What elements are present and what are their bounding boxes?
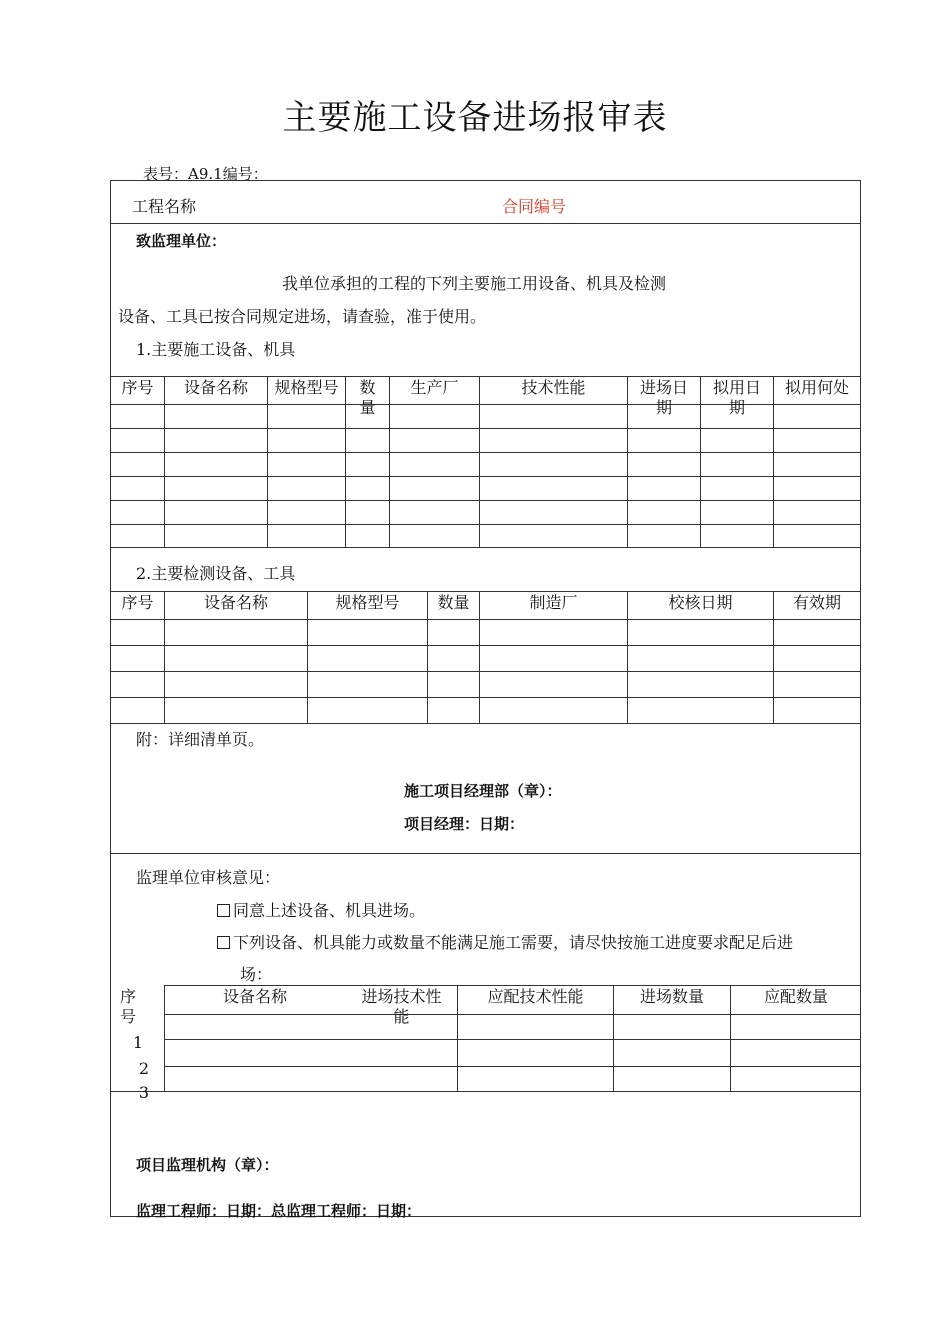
table1-row-line bbox=[110, 500, 861, 501]
divider bbox=[110, 853, 861, 854]
table1-row-line bbox=[110, 404, 861, 405]
option-reject-text: 下列设备、机具能力或数量不能满足施工需要，请尽快按施工进度要求配足后进 bbox=[233, 933, 794, 952]
table3-row-no: 3 bbox=[138, 1083, 150, 1102]
table2-row-line bbox=[110, 671, 861, 672]
table3-header-entry-qty: 进场数量 bbox=[639, 987, 704, 1006]
table1-row-line bbox=[110, 452, 861, 453]
table3-header-name: 设备名称 bbox=[222, 987, 287, 1006]
table3-header-entry-performance: 进场技术性能 bbox=[361, 987, 442, 1026]
table2-row-line bbox=[110, 645, 861, 646]
table1-column-line bbox=[773, 376, 774, 547]
divider bbox=[110, 223, 861, 224]
table3-row-line bbox=[164, 1066, 861, 1067]
body-text-line1: 我单位承担的工程的下列主要施工用设备、机具及检测 bbox=[282, 274, 667, 293]
table1-header-use-place: 拟用何处 bbox=[784, 378, 849, 397]
table1-column-line bbox=[479, 376, 480, 547]
table2-header-validity: 有效期 bbox=[792, 593, 841, 612]
table2-header-qty: 数量 bbox=[437, 593, 470, 612]
contract-number-label: 合同编号 bbox=[502, 197, 567, 216]
table1-row-line bbox=[110, 376, 861, 377]
section2-title: 2.主要检测设备、工具 bbox=[136, 564, 296, 583]
table3-header-no: 序号 bbox=[119, 987, 136, 1026]
attachment-note: 附：详细清单页。 bbox=[136, 730, 265, 749]
table3-header-required-qty: 应配数量 bbox=[763, 987, 828, 1006]
option-reject[interactable] bbox=[217, 930, 793, 953]
approve-checkbox[interactable] bbox=[217, 904, 230, 917]
engineer-signature-line: 监理工程师：日期：总监理工程师：日期： bbox=[136, 1202, 422, 1220]
table1-row-line bbox=[110, 524, 861, 525]
table3-row-no: 2 bbox=[138, 1059, 150, 1078]
table1-column-line bbox=[389, 376, 390, 547]
table1-row-line bbox=[110, 547, 861, 548]
table1-header-qty: 数量 bbox=[359, 378, 376, 417]
table1-header-no: 序号 bbox=[121, 378, 154, 397]
table3-border bbox=[110, 1091, 861, 1092]
form-frame bbox=[110, 180, 861, 1217]
table1-header-use-date: 拟用日期 bbox=[712, 378, 761, 417]
table2-header-maker: 制造厂 bbox=[529, 593, 578, 612]
reject-checkbox[interactable] bbox=[217, 936, 230, 949]
table2-header-spec: 规格型号 bbox=[335, 593, 400, 612]
section1-title: 1.主要施工设备、机具 bbox=[136, 340, 296, 359]
option-reject-text-line2: 场： bbox=[240, 965, 273, 984]
option-approve-text: 同意上述设备、机具进场。 bbox=[233, 901, 426, 920]
table3-header-required-performance: 应配技术性能 bbox=[487, 987, 584, 1006]
table2-row-line bbox=[110, 723, 861, 724]
table2-row-line bbox=[110, 591, 861, 592]
body-text-line2: 设备、工具已按合同规定进场，请查验，准于使用。 bbox=[118, 307, 487, 326]
table3-row-line bbox=[164, 1039, 861, 1040]
table2-row-line bbox=[110, 697, 861, 698]
table1-header-entry-date: 进场日期 bbox=[639, 378, 688, 417]
project-name-label: 工程名称 bbox=[132, 197, 197, 216]
table3-row-line bbox=[164, 1014, 861, 1015]
contractor-seal-label: 施工项目经理部（章）： bbox=[404, 782, 562, 800]
table1-header-name: 设备名称 bbox=[183, 378, 248, 397]
option-approve[interactable] bbox=[217, 898, 425, 921]
table1-column-line bbox=[164, 376, 165, 547]
form-number: 表号：A9.1编号： bbox=[143, 165, 268, 183]
table1-row-line bbox=[110, 428, 861, 429]
review-opinion-label: 监理单位审核意见： bbox=[136, 868, 281, 887]
supervision-seal-label: 项目监理机构（章）： bbox=[136, 1156, 279, 1174]
table1-row-line bbox=[110, 476, 861, 477]
table2-header-name: 设备名称 bbox=[203, 593, 268, 612]
table3-row-no: 1 bbox=[132, 1033, 144, 1052]
project-manager-date: 项目经理：日期： bbox=[404, 815, 525, 833]
table1-header-performance: 技术性能 bbox=[521, 378, 586, 397]
table2-row-line bbox=[110, 619, 861, 620]
to-supervisor-label: 致监理单位： bbox=[136, 232, 227, 250]
table2-header-check-date: 校核日期 bbox=[668, 593, 733, 612]
table1-header-spec: 规格型号 bbox=[274, 378, 339, 397]
table1-header-maker: 生产厂 bbox=[410, 378, 459, 397]
page-title: 主要施工设备进场报审表 bbox=[282, 98, 668, 138]
table2-header-no: 序号 bbox=[121, 593, 154, 612]
table3-border bbox=[164, 985, 861, 986]
